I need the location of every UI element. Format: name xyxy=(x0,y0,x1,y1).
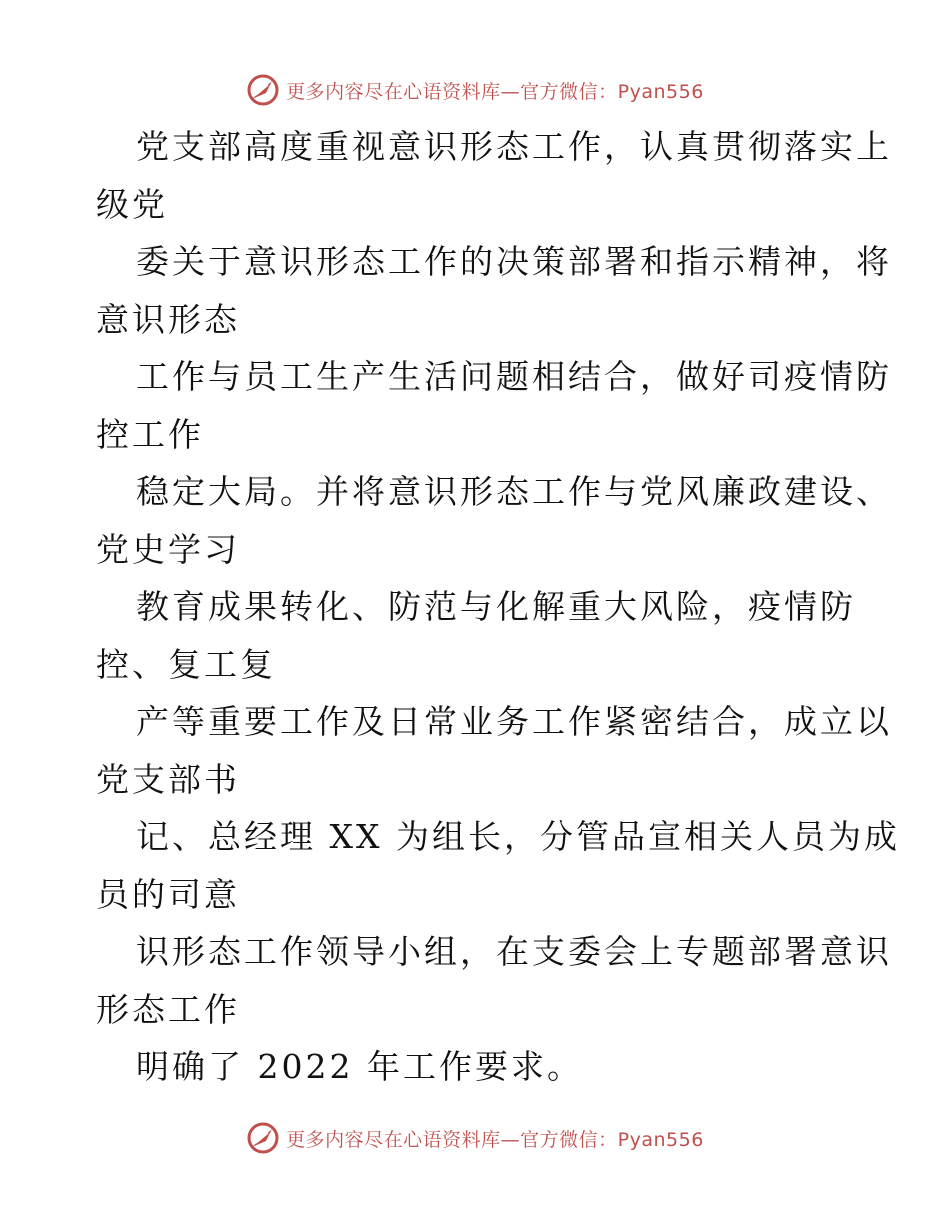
text-line: 员的司意 xyxy=(96,874,240,914)
footer-watermark xyxy=(0,1118,950,1158)
text-line: 形态工作 xyxy=(96,989,240,1029)
document-body xyxy=(96,118,900,1096)
text-line: 明确了 2022 年工作要求。 xyxy=(136,1047,583,1086)
text-line: 党支部高度重视意识形态工作，认真贯彻落实上 xyxy=(136,127,892,166)
watermark-text: 更多内容尽在心语资料库—官方微信：Pyan556 xyxy=(286,1128,704,1151)
text-line: 意识形态 xyxy=(96,299,240,339)
text-line: 记、总经理 XX 为组长，分管品宣相关人员为成 xyxy=(136,817,900,856)
text-line: 级党 xyxy=(96,184,168,224)
text-line: 控、复工复 xyxy=(96,644,276,684)
text-line: 教育成果转化、防范与化解重大风险，疫情防 xyxy=(136,587,856,626)
text-line: 稳定大局。并将意识形态工作与党风廉政建设、 xyxy=(136,472,892,511)
quill-logo-icon xyxy=(246,1121,280,1155)
text-line: 党史学习 xyxy=(96,529,240,569)
text-line: 党支部书 xyxy=(96,759,240,799)
header-watermark xyxy=(0,70,950,110)
text-line: 工作与员工生产生活问题相结合，做好司疫情防 xyxy=(136,357,892,396)
text-line: 识形态工作领导小组，在支委会上专题部署意识 xyxy=(136,932,892,971)
watermark-text: 更多内容尽在心语资料库—官方微信：Pyan556 xyxy=(286,80,704,103)
text-line: 委关于意识形态工作的决策部署和指示精神，将 xyxy=(136,242,892,281)
text-line: 控工作 xyxy=(96,414,204,454)
text-line: 产等重要工作及日常业务工作紧密结合，成立以 xyxy=(136,702,892,741)
quill-logo-icon xyxy=(246,73,280,107)
